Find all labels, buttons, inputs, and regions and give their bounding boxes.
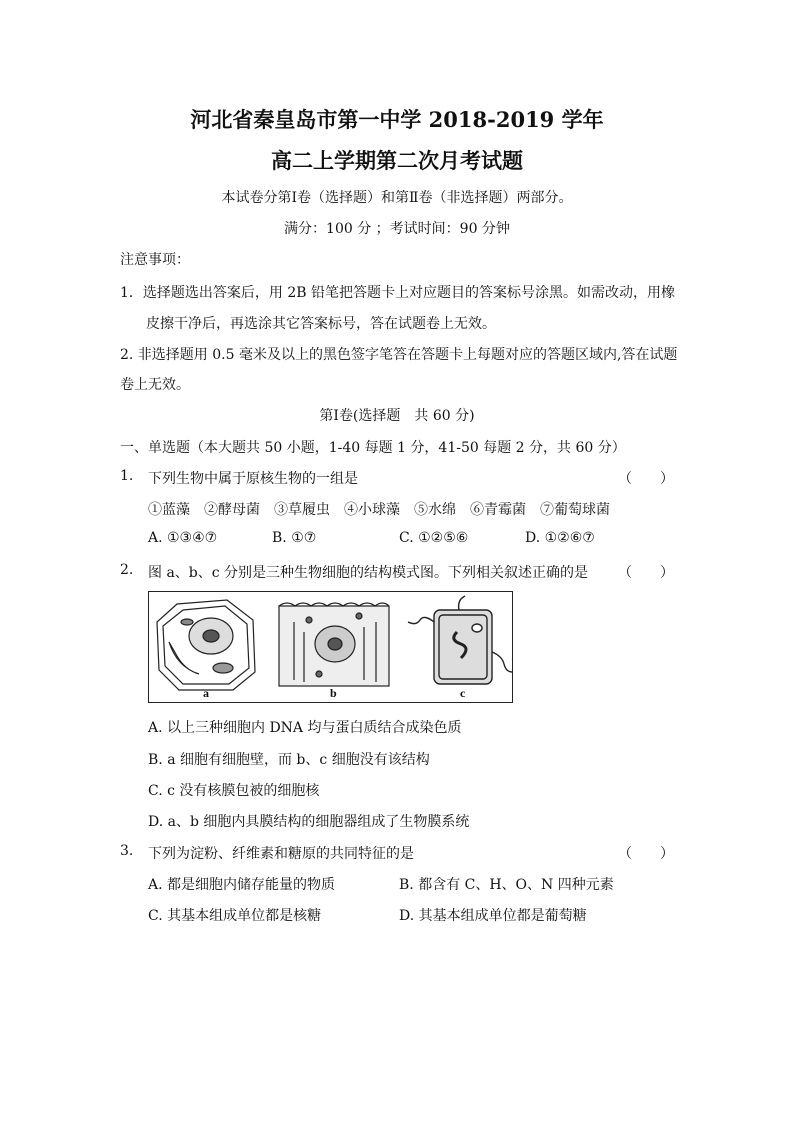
q1-option-b: B. ①⑦ xyxy=(272,530,317,546)
section-heading: 第Ⅰ卷(选择题 共 60 分) xyxy=(319,408,475,424)
q3-option-a: A. 都是细胞内储存能量的物质 xyxy=(148,877,336,893)
figure-label-b: b xyxy=(330,686,337,700)
note-1-line-1: 1．选择题选出答案后，用 2B 铅笔把答题卡上对应题目的答案标号涂黑。如需改动，用橡 xyxy=(120,285,676,301)
q2-option-a: A. 以上三种细胞内 DNA 均与蛋白质结合成染色质 xyxy=(148,720,462,736)
exam-title-line1: 河北省秦皇岛市第一中学 2018-2019 学年 xyxy=(190,107,604,132)
q3-option-c: C. 其基本组成单位都是核糖 xyxy=(148,908,322,924)
q2-option-d: D. a、b 细胞内具膜结构的细胞器组成了生物膜系统 xyxy=(148,814,470,830)
q1-answer-paren: （ ） xyxy=(618,471,674,487)
q1-stem: 下列生物中属于原核生物的一组是 xyxy=(148,471,358,487)
note-2-line-1: 2. 非选择题用 0.5 毫米及以上的黑色签字笔答在答题卡上每题对应的答题区域内,答在试题 xyxy=(120,347,678,363)
q3-option-b: B. 都含有 C、H、O、N 四种元素 xyxy=(399,877,614,893)
figure-label-a: a xyxy=(203,686,209,700)
q1-option-d: D. ①②⑥⑦ xyxy=(525,530,595,546)
notes-heading: 注意事项： xyxy=(120,252,190,268)
q2-stem: 图 a、b、c 分别是三种生物细胞的结构模式图。下列相关叙述正确的是 xyxy=(148,565,589,581)
exam-intro: 本试卷分第Ⅰ卷（选择题）和第Ⅱ卷（非选择题）两部分。 xyxy=(221,190,573,206)
plant-cell-a xyxy=(157,600,255,690)
q1-option-a: A. ①③④⑦ xyxy=(148,530,218,546)
bacterial-cell-c xyxy=(408,596,512,684)
q3-option-d: D. 其基本组成单位都是葡萄糖 xyxy=(399,908,587,924)
part-title: 一、单选题（本大题共 50 小题，1-40 每题 1 分，41-50 每题 2 分，共 60 分） xyxy=(120,440,626,456)
q2-answer-paren: （ ） xyxy=(618,565,674,581)
q3-number: 3. xyxy=(120,843,134,859)
score-and-time: 满分：100 分 ；考试时间：90 分钟 xyxy=(284,221,510,237)
animal-cell-b xyxy=(279,603,389,686)
figure-label-c: c xyxy=(460,686,466,700)
q2-number: 2. xyxy=(120,562,134,578)
note-2-line-2: 卷上无效。 xyxy=(120,377,190,393)
exam-title-line2: 高二上学期第二次月考试题 xyxy=(271,148,523,173)
note-1-line-2: 皮擦干净后，再选涂其它答案标号，答在试题卷上无效。 xyxy=(146,316,496,332)
q1-number: 1. xyxy=(120,468,134,484)
cell-diagram-figure xyxy=(148,591,513,703)
q2-option-c: C. c 没有核膜包被的细胞核 xyxy=(148,783,320,799)
q2-option-b: B. a 细胞有细胞壁，而 b、c 细胞没有该结构 xyxy=(148,752,430,768)
q1-items: ①蓝藻 ②酵母菌 ③草履虫 ④小球藻 ⑤水绵 ⑥青霉菌 ⑦葡萄球菌 xyxy=(148,502,610,518)
q1-option-c: C. ①②⑤⑥ xyxy=(399,530,469,546)
q3-stem: 下列为淀粉、纤维素和糖原的共同特征的是 xyxy=(148,846,414,862)
q3-answer-paren: （ ） xyxy=(618,846,674,862)
